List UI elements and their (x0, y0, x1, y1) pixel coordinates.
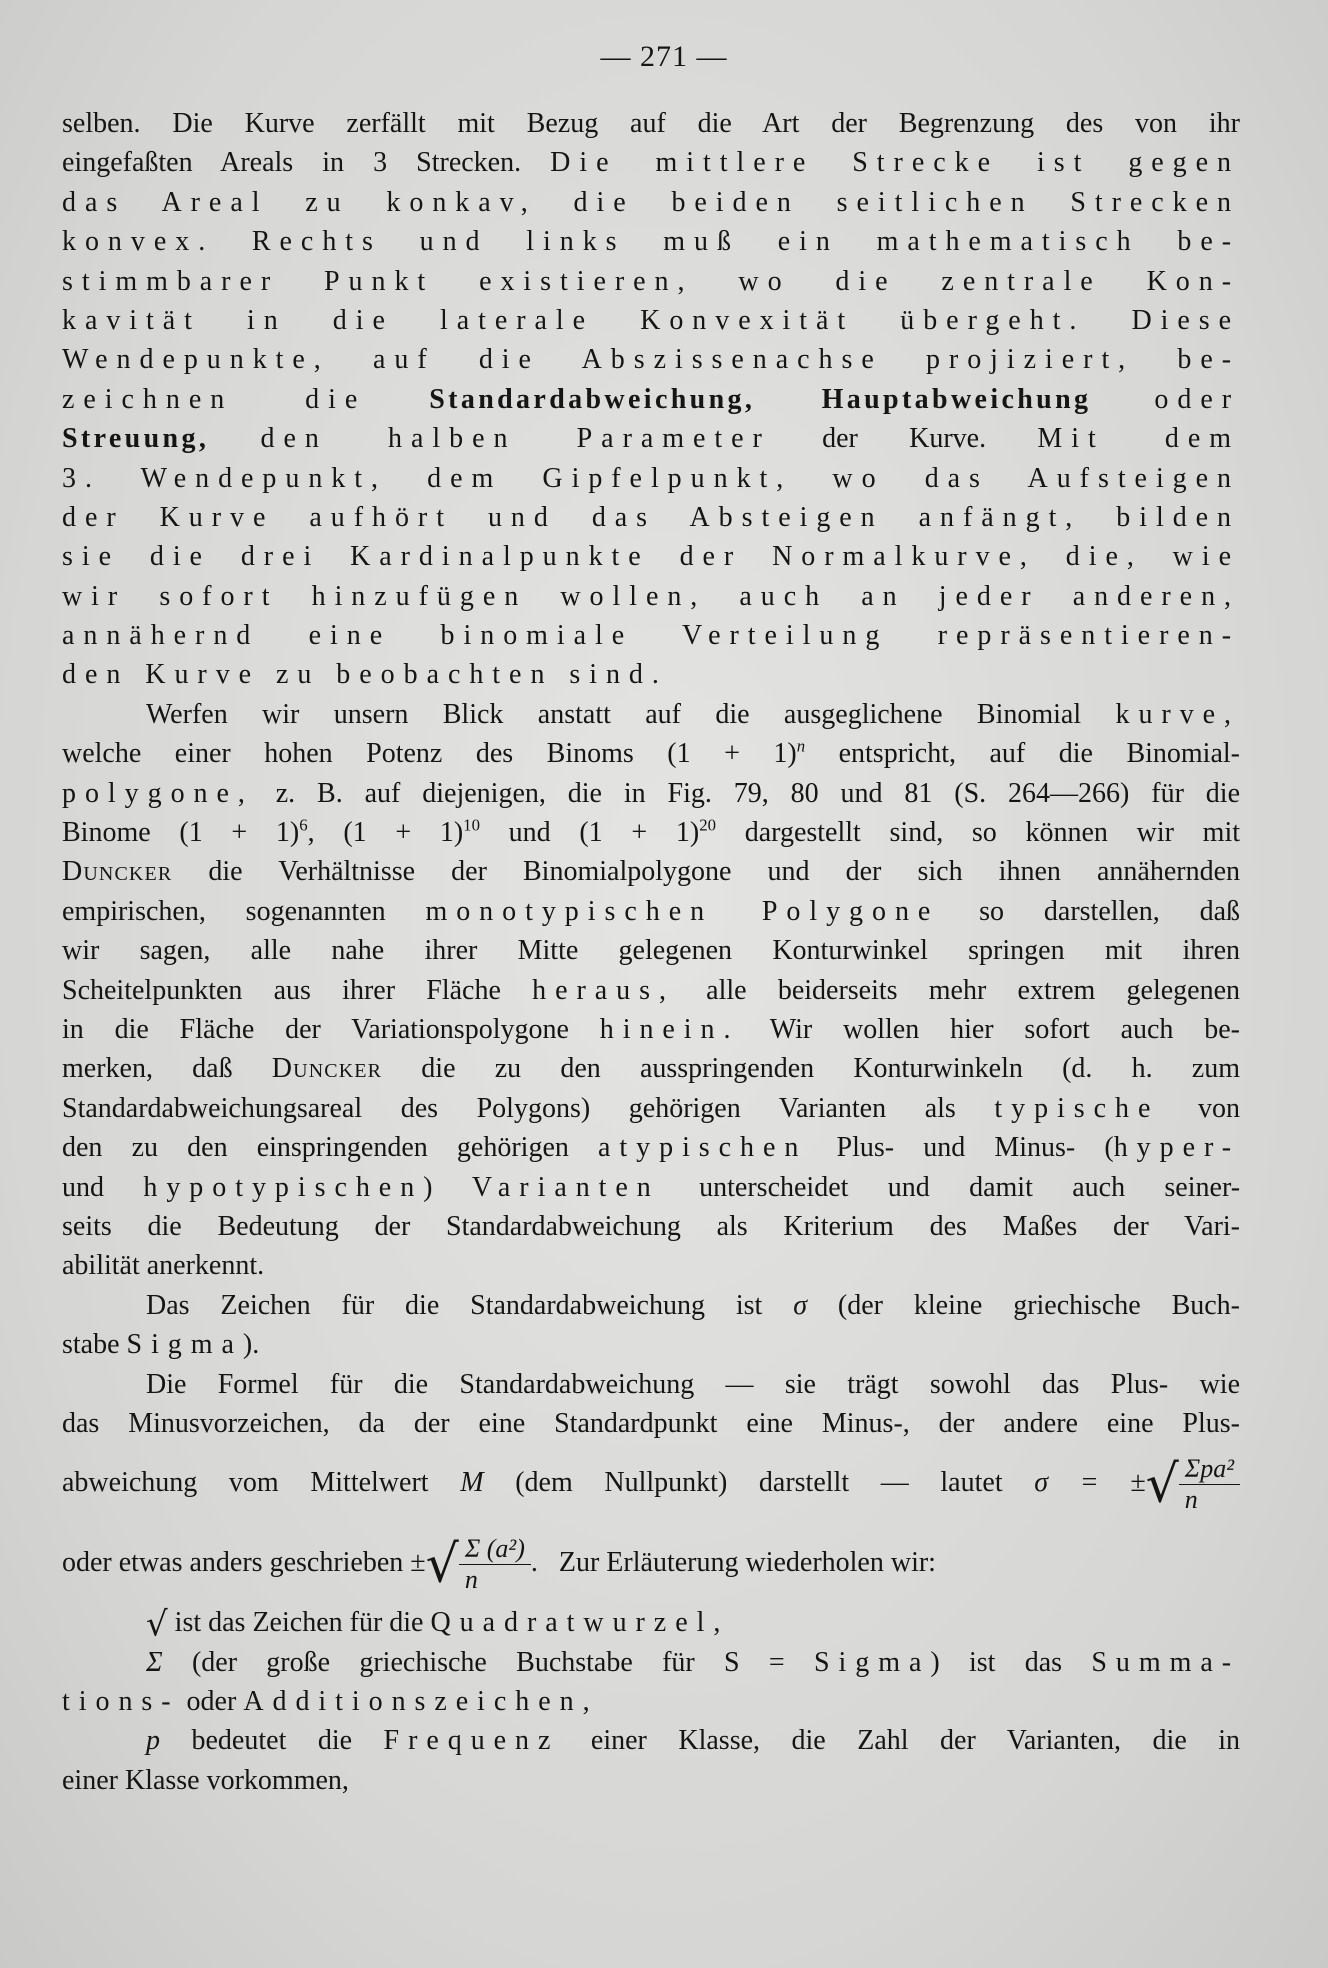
text-line: in die Fläche der Variationspolygone hinein. Wir wollen hier sofort auch be- (62, 1013, 1241, 1045)
text-line: den Kurve zu beobachten sind. (62, 659, 668, 691)
bold-term: Streuung, (62, 423, 210, 455)
author-name: Duncker (62, 856, 173, 888)
paragraph-sum-sign (62, 1643, 1240, 1722)
text-line: das Areal zu konkav, die beiden seitlichen Strecken (62, 186, 1240, 218)
text-line: Das Zeichen für die Standardabweichung ist σ (der kleine griechische Buch- (146, 1289, 1241, 1321)
text-line: merken, daß Duncker die zu den ausspringenden Konturwinkeln (d. h. zum (62, 1053, 1241, 1085)
bold-term: Standardabweichung, Hauptabweichung (429, 383, 1092, 415)
text-line: p bedeutet die Frequenz einer Klasse, die Zahl der Varianten, die in (146, 1725, 1241, 1757)
text-line: seits die Bedeutung der Standardabweichung als Kriterium des Maßes der Vari- (62, 1210, 1240, 1242)
text-line: Scheitelpunkten aus ihrer Fläche heraus, alle beiderseits mehr extrem gelegenen (62, 974, 1241, 1006)
formula-sigma: σ = ±√ $\frac{\text{Σpa²}}{n}$ (1034, 1467, 1240, 1498)
text-line: Werfen wir unsern Blick anstatt auf die ausgeglichene Binomial kurve, (146, 698, 1241, 730)
text-line: abweichung vom Mittelwert M (dem Nullpunkt) darstellt — lautet σ = ±√ $\frac{\text{Σpa²}}{n}$ (62, 1443, 1240, 1523)
paragraph-root-sign (62, 1603, 1240, 1645)
text-line: konvex. Rechts und links muß ein mathematisch be- (62, 226, 1240, 258)
sigma-symbol: σ (793, 1289, 808, 1321)
text-line: Duncker die Verhältnisse der Binomialpolygone und der sich ihnen annähernden (62, 856, 1241, 888)
fraction: $\frac{\text{Σ (a²)}}{n}$ (459, 1534, 531, 1595)
page-number: — 271 — (600, 40, 728, 73)
text-line: der Kurve aufhört und das Absteigen anfängt, bilden (62, 501, 1240, 533)
text-line: √ ist das Zeichen für die Quadratwurzel, (146, 1604, 730, 1645)
text-line: stimmbarer Punkt existieren, wo die zentrale Kon- (62, 265, 1240, 297)
text-line: welche einer hohen Potenz des Binoms $(1 + 1)^n$ entspricht, auf die Binomial- (62, 736, 1240, 770)
text-line: zeichnen die Standardabweichung, Hauptabweichung oder (62, 383, 1240, 415)
text-line: wir sagen, alle nahe ihrer Mitte gelegenen Konturwinkel springen mit ihren (62, 935, 1240, 967)
paragraph-formula (62, 1365, 1240, 1604)
text-line: Binome $(1 + 1)^6$, $(1 + 1)^{10}$ und $(1 + 1)^{20}$ dargestellt sind, so können wir mit (62, 815, 1240, 849)
text-line: empirischen, sogenannten monotypischen Polygone so darstellen, daß (62, 895, 1240, 927)
text-line: selben. Die Kurve zerfällt mit Bezug auf die Art der Begrenzung des von ihr (62, 108, 1240, 139)
p-symbol: p (146, 1725, 160, 1757)
paragraph-frequency (62, 1721, 1240, 1800)
text-line: wir sofort hinzufügen wollen, auch an jeder anderen, (62, 580, 1240, 612)
paragraph-sigma-sign (62, 1286, 1240, 1365)
text-line: stabe Sigma). (62, 1329, 260, 1361)
paragraph-binomial-polygons (62, 695, 1240, 1286)
fraction: $\frac{\text{Σpa²}}{n}$ (1179, 1454, 1240, 1515)
text-line: polygone, z. B. auf diejenigen, die in Fig. 79, 80 und 81 (S. 264—266) für die (62, 777, 1241, 809)
text-line: annähernd eine binomiale Verteilung repräsentieren- (62, 620, 1240, 652)
text-line: Streuung, den halben Parameter der Kurve. Mit dem (62, 423, 1241, 455)
text-line: einer Klasse vorkommen, (62, 1764, 349, 1796)
text-line: abilität anerkennt. (62, 1250, 265, 1282)
text-line: Standardabweichungsareal des Polygons) gehörigen Varianten als typische von (62, 1092, 1240, 1124)
paragraph-normal-curve (62, 104, 1240, 695)
text-line: Die Formel für die Standardabweichung — sie trägt sowohl das Plus- wie (146, 1368, 1240, 1400)
text-line: 3. Wendepunkt, dem Gipfelpunkt, wo das Aufsteigen (62, 462, 1240, 494)
text-line: kavität in die laterale Konvexität übergeht. Diese (62, 304, 1240, 336)
text-line: Σ (der große griechische Buchstabe für S = Sigma) ist das Summa- (146, 1646, 1240, 1678)
text-line: den zu den einspringenden gehörigen atypischen Plus- und Minus- (hyper- (62, 1132, 1240, 1164)
author-name: Duncker (271, 1053, 383, 1085)
summation-symbol: Σ (146, 1646, 163, 1678)
radical-icon: √ (1145, 1454, 1179, 1515)
text-line: das Minusvorzeichen, da der eine Standardpunkt eine Minus-, der andere eine Plus- (62, 1407, 1240, 1439)
text-line: eingefaßten Areals in 3 Strecken. Die mittlere Strecke ist gegen (62, 147, 1240, 179)
radical-icon: √ (146, 1604, 168, 1645)
text-line: und hypotypischen) Varianten unterscheidet und damit auch seiner- (62, 1171, 1241, 1203)
text-line: Wendepunkte, auf die Abszissenachse projiziert, be- (62, 344, 1240, 376)
body-text (62, 104, 1240, 1800)
text-line: oder etwas anders geschrieben ±√ $\frac{\text{Σ (a²)}}{n}$ . Zur Erläuterung wiederholen wir: (62, 1534, 936, 1595)
text-line: tions- oder Additionszeichen, (62, 1686, 599, 1718)
radical-icon: √ (425, 1534, 459, 1595)
text-line: sie die drei Kardinalpunkte der Normalkurve, die, wie (62, 541, 1240, 573)
